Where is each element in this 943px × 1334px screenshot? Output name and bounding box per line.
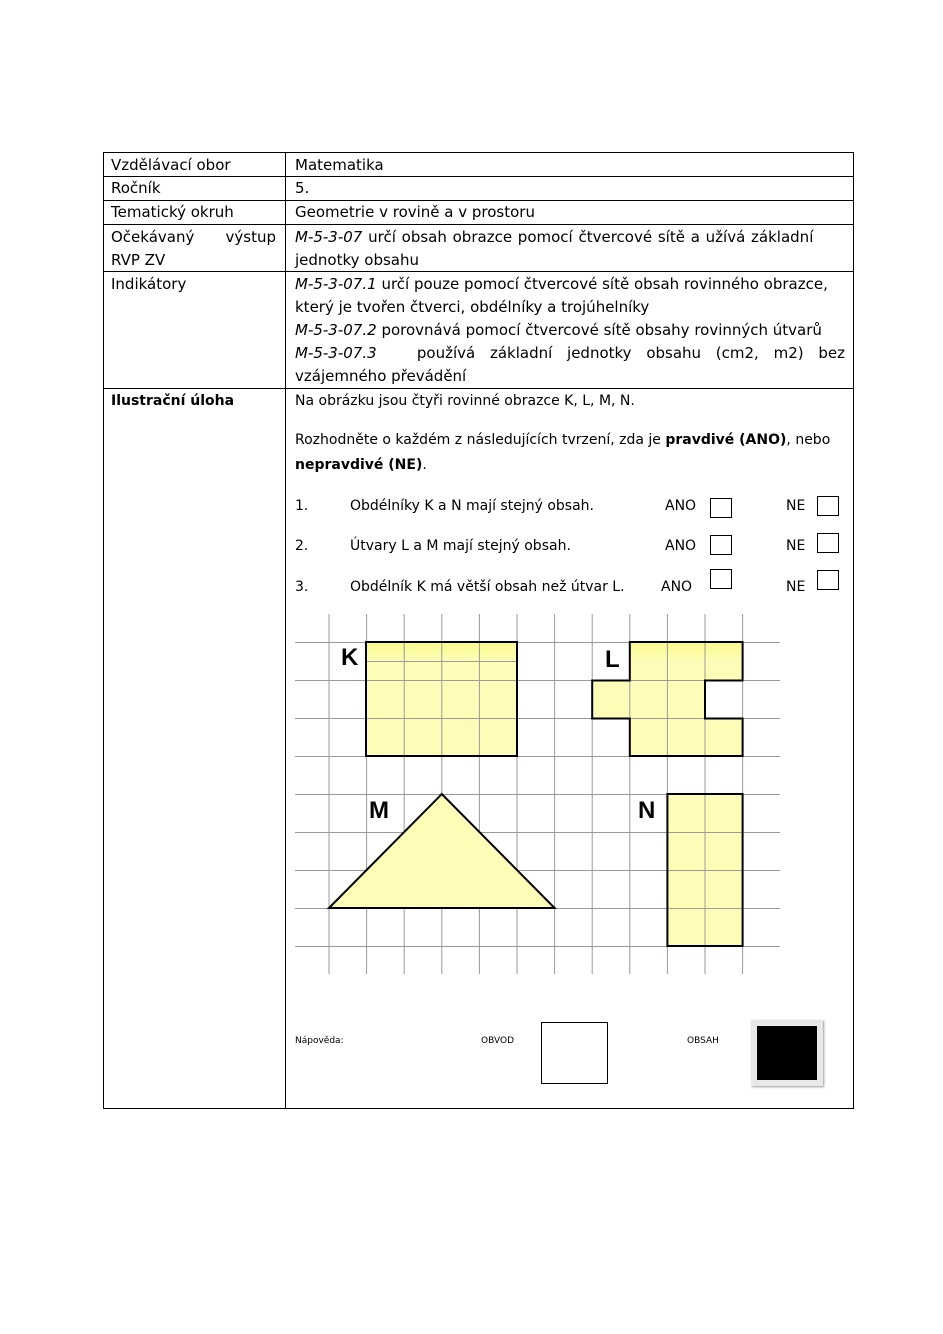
shape-m-triangle bbox=[329, 794, 555, 908]
grid-figure bbox=[290, 610, 790, 980]
indicator-1-text: určí pouze pomocí čtvercové sítě obsah rovinného obrazce, bbox=[376, 275, 828, 293]
statement-text: Obdélník K má větší obsah než útvar L. bbox=[350, 579, 625, 595]
no-label: NE bbox=[786, 579, 806, 595]
hint-perimeter-label: OBVOD bbox=[481, 1036, 514, 1046]
indicator-3-line-2: vzájemného převádění bbox=[295, 367, 467, 385]
row-label-indicators: Indikátory bbox=[111, 275, 187, 293]
statement-number: 1. bbox=[295, 498, 309, 514]
yes-checkbox[interactable] bbox=[710, 498, 732, 518]
instruction-text-2: , nebo bbox=[786, 432, 831, 448]
shape-n-rectangle bbox=[667, 794, 742, 946]
outcome-text: určí obsah obrazce pomocí čtvercové sítě a užívá základní bbox=[362, 228, 814, 246]
indicator-2-code: M-5-3-07.2 bbox=[295, 321, 377, 339]
row-label-outcome-2: RVP ZV bbox=[111, 251, 166, 269]
no-checkbox[interactable] bbox=[817, 496, 839, 516]
instruction-end: . bbox=[422, 457, 427, 473]
statement-text: Obdélníky K a N mají stejný obsah. bbox=[350, 498, 594, 514]
indicator-3-code: M-5-3-07.3 bbox=[295, 344, 377, 362]
no-checkbox[interactable] bbox=[817, 533, 839, 553]
indicator-1-code: M-5-3-07.1 bbox=[295, 275, 377, 293]
statement-number: 3. bbox=[295, 579, 309, 595]
no-checkbox[interactable] bbox=[817, 570, 839, 590]
label-k: K bbox=[341, 644, 359, 671]
outcome-line-1 bbox=[295, 226, 845, 249]
hint-area-square-icon bbox=[757, 1026, 817, 1080]
outcome-line-2: jednotky obsahu bbox=[295, 251, 419, 269]
indicator-1-line-2: který je tvořen čtverci, obdélníky a trojúhelníky bbox=[295, 298, 650, 316]
row-value-topic: Geometrie v rovině a v prostoru bbox=[295, 203, 535, 221]
row-value-grade: 5. bbox=[295, 179, 310, 197]
instruction-false: nepravdivé (NE) bbox=[295, 457, 423, 473]
yes-label: ANO bbox=[665, 538, 697, 554]
instruction-text: Rozhodněte o každém z následujících tvrzení, zda je bbox=[295, 432, 666, 448]
yes-label: ANO bbox=[661, 579, 693, 595]
task-instruction-line-1 bbox=[295, 429, 830, 451]
instruction-true: pravdivé (ANO) bbox=[665, 432, 787, 448]
yes-checkbox[interactable] bbox=[710, 569, 732, 589]
no-label: NE bbox=[786, 538, 806, 554]
task-instruction-line-2 bbox=[295, 454, 427, 476]
row-value-field: Matematika bbox=[295, 156, 384, 174]
table-column-divider bbox=[285, 152, 286, 1109]
row-label-grade: Ročník bbox=[111, 179, 161, 197]
hint-label: Nápověda: bbox=[295, 1036, 344, 1046]
shape-k-rectangle bbox=[366, 642, 517, 756]
row-label-task: Ilustrační úloha bbox=[111, 393, 235, 409]
hint-perimeter-button[interactable] bbox=[541, 1022, 608, 1084]
table-row-divider bbox=[103, 224, 854, 225]
indicator-2-text: porovnává pomocí čtvercové sítě obsahy rovinných útvarů bbox=[376, 321, 822, 339]
hint-area-button[interactable] bbox=[751, 1020, 823, 1086]
indicator-1-line-1 bbox=[295, 273, 828, 296]
row-label-outcome: Očekávaný výstup bbox=[111, 228, 276, 246]
yes-label: ANO bbox=[665, 498, 697, 514]
no-label: NE bbox=[786, 498, 806, 514]
label-n: N bbox=[638, 797, 656, 824]
hint-area-label: OBSAH bbox=[687, 1036, 719, 1046]
indicator-3-text: používá základní jednotky obsahu (cm2, m2) bez bbox=[416, 344, 845, 362]
outcome-code: M-5-3-07 bbox=[295, 228, 363, 246]
yes-checkbox[interactable] bbox=[710, 535, 732, 555]
table-row-divider bbox=[103, 271, 854, 272]
row-label-field: Vzdělávací obor bbox=[111, 156, 231, 174]
indicator-3-line-1 bbox=[295, 342, 845, 365]
table-row-divider bbox=[103, 388, 854, 389]
statement-text: Útvary L a M mají stejný obsah. bbox=[350, 538, 571, 554]
row-label-topic: Tematický okruh bbox=[111, 203, 234, 221]
indicator-2-line-1 bbox=[295, 319, 822, 342]
task-intro: Na obrázku jsou čtyři rovinné obrazce K, L, M, N. bbox=[295, 393, 635, 409]
label-m: M bbox=[369, 797, 389, 824]
statement-number: 2. bbox=[295, 538, 309, 554]
label-l: L bbox=[605, 646, 620, 673]
